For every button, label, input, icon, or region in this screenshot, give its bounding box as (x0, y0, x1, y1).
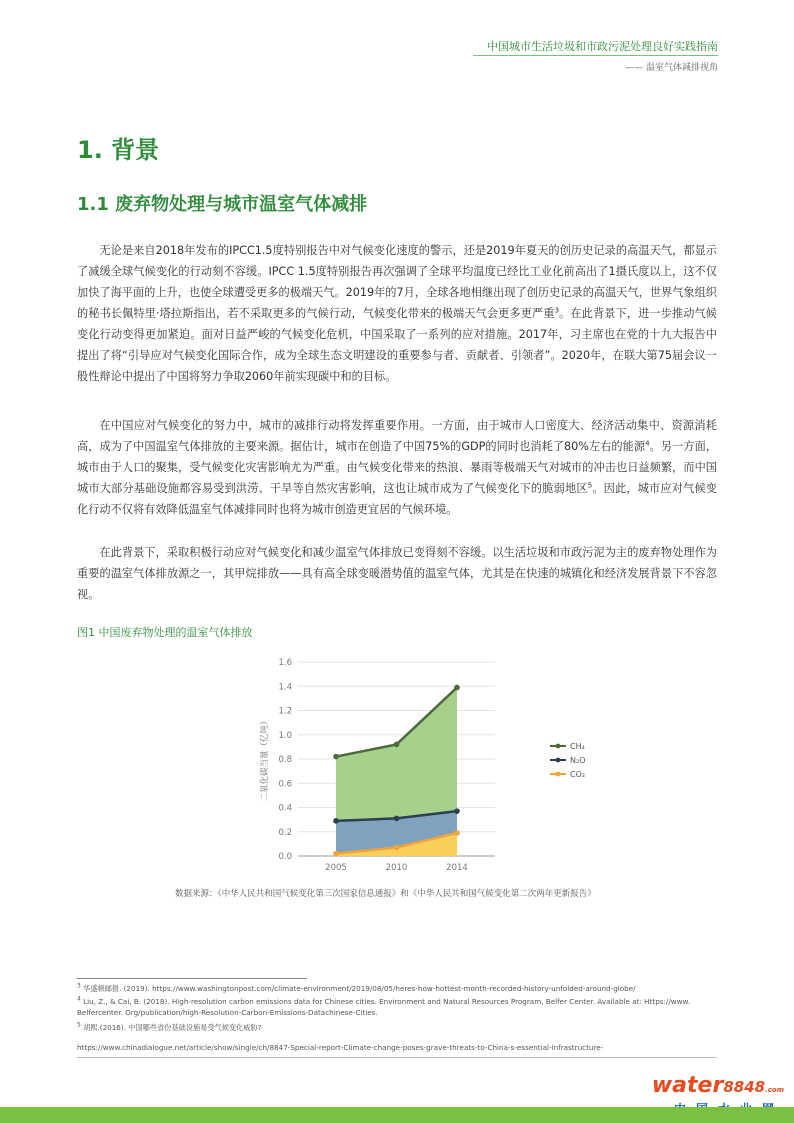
section-heading: 1. 背景 (77, 136, 160, 164)
data-point-N₂O (333, 818, 339, 824)
y-tick-label: 1.4 (278, 682, 292, 693)
y-tick-label: 1.0 (278, 730, 292, 741)
y-tick-label: 0.4 (278, 803, 292, 814)
footnote-rule (77, 978, 307, 979)
paragraph-2: 在中国应对气候变化的努力中，城市的减排行动将发挥重要作用。一方面，由于城市人口密度大、经济活动集中、资源消耗高，成为了中国温室气体排放的主要来源。据估计，城市在创造了中国75%的GDP的同时也消耗了80%左右的能源$^4$。另一方面，城市由于人口的聚集，受气候变化灾害影响尤为严重。由气候变化带来的热浪、暴雨等极端天气对城市的冲击也日益频繁，而中国城市大部分基础设施都容易受到洪涝、干旱等自然灾害影响，这也让城市成为了气候变化下的脆弱地区$^5$。因此，城市应对气候变化行动不仅将有效降低温室气体减排同时也将为城市创造更宜居的气候环境。 (77, 419, 717, 516)
footnote-5-url[interactable]: https://www.chinadialogue.net/article/show/single/ch/8847-Special-report-Climate-change-poses-grave-threats-to-China-s-essential-infrastructure- (77, 1043, 604, 1052)
header-rule (473, 55, 718, 56)
y-tick-label: 1.2 (278, 706, 292, 717)
y-axis-label: 二氧化碳当量（亿吨） (260, 716, 270, 802)
bottom-rule (77, 1057, 717, 1058)
legend-label: N₂O (570, 756, 586, 765)
legend-label: CO₂ (570, 770, 586, 779)
legend-marker (556, 744, 561, 749)
footnote-5: $^5$ 胡熙.(2016). 中国哪些省份基础设施易受气候变化威胁? (77, 1021, 262, 1032)
legend-marker (556, 772, 561, 777)
y-tick-label: 0.2 (278, 827, 292, 838)
data-point-CH₄ (394, 742, 400, 748)
data-point-CO₂ (394, 845, 400, 851)
subsection-heading: 1.1 废弃物处理与城市温室气体减排 (77, 194, 368, 215)
data-point-CH₄ (454, 685, 460, 691)
footer-green-bar (0, 1107, 794, 1123)
figure-source: 数据来源：《中华人民共和国气候变化第三次国家信息通报》和《中华人民共和国气候变化第二次两年更新报告》 (175, 889, 596, 899)
paragraph-1: 无论是来自2018年发布的IPCC1.5度特别报告中对气候变化速度的警示，还是2019年夏天的创历史记录的高温天气，都显示了减缓全球气候变化的行动刻不容缓。IPCC 1.5度特别报告再次强调了全球平均温度已经比工业化前高出了1摄氏度以上，这不仅加快了海平面的上升，也使全球遭受更多的极端天气。2019年的7月，全球各地相继出现了创历史记录的高温天气，世界气象组织的秘书长佩特里·塔拉斯指出，若不采取更多的气候行动，气候变化带来的极端天气会更多更严重$^3$。在此背景下，进一步推动气候变化行动变得更加紧迫。面对日益严峻的气候变化危机，中国采取了一系列的应对措施。2017年，习主席也在党的十九大报告中提出了将“引导应对气候变化国际合作，成为全球生态文明建设的重要参与者、贡献者、引领者”。2020年，在联大第75届会议一般性辩论中提出了中国将努力争取2060年前实现碳中和的目标。 (77, 244, 717, 383)
footnote-4: $^4$ Liu, Z., & Cai, B. (2018). High-resolution carbon emissions data for Chinese cities. Environment and Natural Resources Program, Belfer Center. Available at: Https://www. Belfercenter. Org/publication/high-Resolution-Carbon-Emissions-Datachinese-Cities. (77, 995, 691, 1017)
x-tick-label: 2010 (385, 863, 408, 873)
running-header-subtitle: —— 温室气体减排视角 (625, 63, 718, 73)
footnote-ref-3[interactable]: 3 (554, 306, 560, 315)
data-point-CO₂ (454, 830, 460, 836)
data-point-CO₂ (333, 851, 339, 857)
data-point-CH₄ (333, 754, 339, 760)
footnote-ref-5[interactable]: 5 (587, 481, 593, 490)
y-tick-label: 0.0 (278, 852, 292, 862)
x-tick-label: 2005 (325, 863, 347, 873)
y-tick-label: 1.6 (278, 658, 292, 668)
x-tick-label: 2014 (446, 863, 468, 873)
legend-marker (556, 758, 561, 763)
emissions-area-chart (250, 652, 620, 877)
y-tick-label: 0.8 (278, 755, 292, 765)
paragraph-3: 在此背景下，采取积极行动应对气候变化和减少温室气体排放已变得刻不容缓。以生活垃圾和市政污泥为主的废弃物处理作为重要的温室气体排放源之一，其甲烷排放——具有高全球变暖潜势值的温室气体，尤其是在快速的城镇化和经济发展背景下不容忽视。 (77, 546, 717, 601)
water8848-logo: water8848.com (651, 1073, 784, 1098)
running-header-title: 中国城市生活垃圾和市政污泥处理良好实践指南 (487, 40, 718, 53)
figure-caption: 图1 中国废弃物处理的温室气体排放 (77, 626, 253, 639)
data-point-N₂O (454, 808, 460, 814)
footnote-3: $^3$ 华盛顿邮报. (2019). https://www.washingtonpost.com/climate-environment/2019/08/05/heres-how-hottest-month-recorded-history-unfolded-around-globe/ (77, 982, 636, 993)
footnote-ref-4[interactable]: 4 (645, 439, 650, 448)
legend-label: CH₄ (570, 742, 585, 751)
data-point-N₂O (394, 816, 400, 822)
y-tick-label: 0.6 (278, 779, 292, 790)
